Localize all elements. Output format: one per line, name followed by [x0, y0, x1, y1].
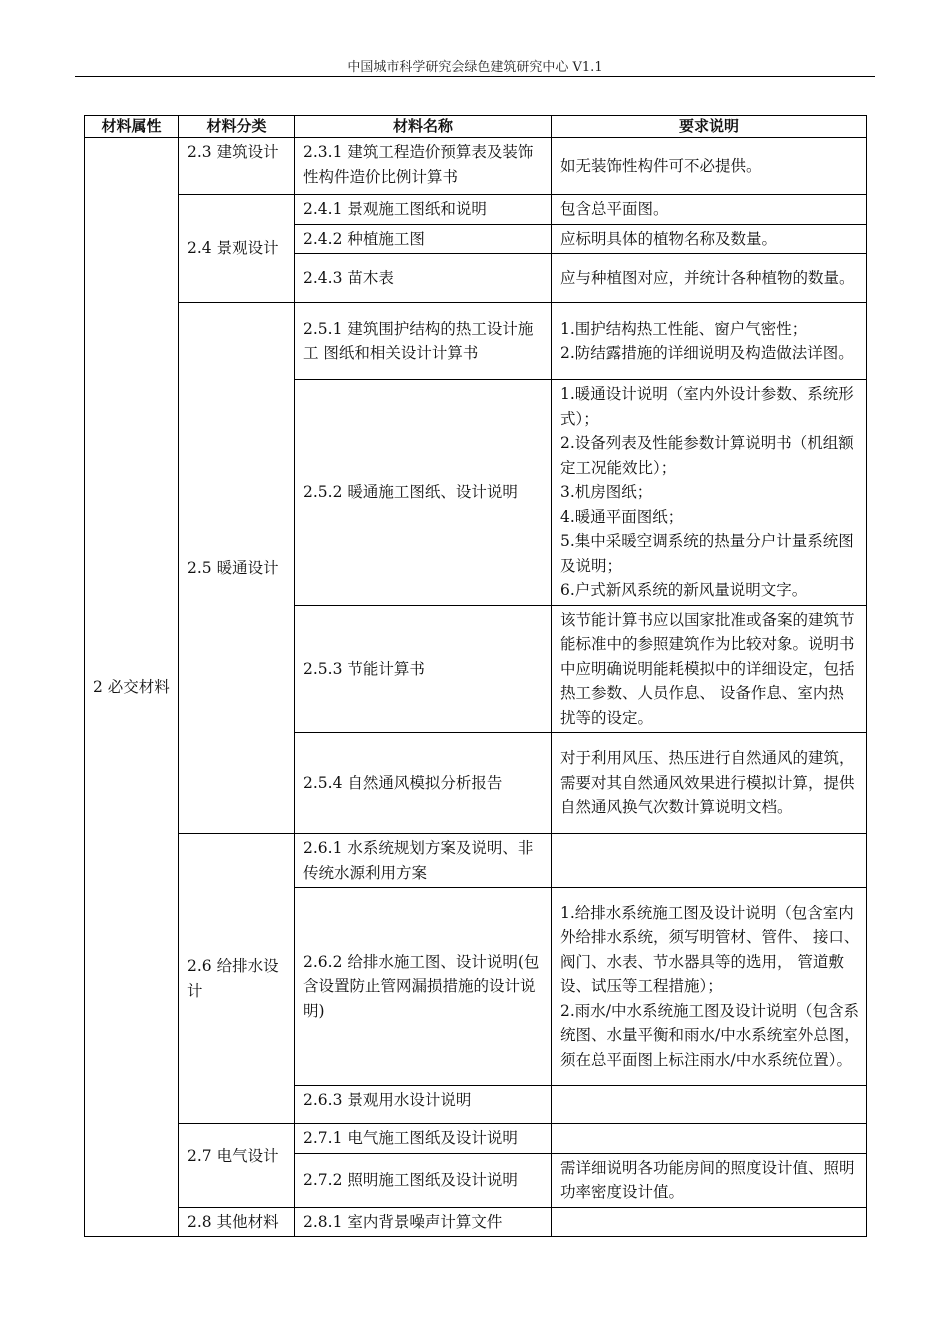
category-cell: 2.5 暖通设计 — [179, 303, 295, 834]
table-header-row — [85, 116, 867, 138]
requirement-cell: 应与种植图对应，并统计各种植物的数量。 — [552, 254, 867, 303]
category-cell: 2.8 其他材料 — [179, 1207, 295, 1237]
requirement-cell: 应标明具体的植物名称及数量。 — [552, 224, 867, 254]
requirement-cell — [552, 834, 867, 888]
col-header-attribute: 材料属性 — [85, 116, 179, 138]
requirement-cell: 需详细说明各功能房间的照度设计值、照明功率密度设计值。 — [552, 1153, 867, 1207]
material-name-cell: 2.4.3 苗木表 — [295, 254, 552, 303]
material-name-cell: 2.7.2 照明施工图纸及设计说明 — [295, 1153, 552, 1207]
material-name-cell: 2.8.1 室内背景噪声计算文件 — [295, 1207, 552, 1237]
category-cell: 2.6 给排水设计 — [179, 834, 295, 1124]
materials-table — [84, 115, 867, 1237]
material-name-cell: 2.7.1 电气施工图纸及设计说明 — [295, 1124, 552, 1154]
requirement-cell: 包含总平面图。 — [552, 195, 867, 225]
material-name-cell: 2.6.2 给排水施工图、设计说明(包含设置防止管网漏损措施的设计说明) — [295, 888, 552, 1086]
requirement-line: 1.围护结构热工性能、窗户气密性； — [560, 319, 808, 338]
requirement-line: 2.设备列表及性能参数计算说明书（机组额定工况能效比）； — [560, 434, 854, 477]
material-name-cell: 2.5.3 节能计算书 — [295, 605, 552, 733]
table-row — [85, 195, 867, 225]
requirement-cell — [552, 1086, 867, 1124]
requirement-line: 2.雨水/中水系统施工图及设计说明（包含系统图、水量平衡和雨水/中水系统室外总图，须在总平面图上标注雨水/中水系统位置）。 — [560, 1001, 860, 1069]
requirement-cell: 该节能计算书应以国家批准或备案的建筑节能标准中的参照建筑作为比较对象。说明书中应明确说明能耗模拟中的详细设定，包括热工参数、人员作息、 设备作息、室内热扰等的设定。 — [552, 605, 867, 733]
requirement-line: 4.暖通平面图纸； — [560, 507, 684, 526]
requirement-line: 1.暖通设计说明（室内外设计参数、系统形式）； — [560, 385, 854, 428]
header-rule — [75, 76, 875, 77]
requirement-line: 1.给排水系统施工图及设计说明（包含室内外给排水系统，须写明管材、管件、 接口、阀门、水表、节水器具等的选用， 管道敷设、试压等工程措施）； — [560, 903, 860, 996]
requirement-cell — [552, 1124, 867, 1154]
category-cell: 2.3 建筑设计 — [179, 138, 295, 195]
requirement-line: 6.户式新风系统的新风量说明文字。 — [560, 581, 808, 599]
table-row — [85, 138, 867, 195]
material-name-cell: 2.5.2 暖通施工图纸、设计说明 — [295, 380, 552, 606]
material-name-cell: 2.5.4 自然通风模拟分析报告 — [295, 733, 552, 834]
page-header: 中国城市科学研究会绿色建筑研究中心 V1.1 — [347, 60, 603, 75]
category-cell: 2.7 电气设计 — [179, 1124, 295, 1208]
table-row — [85, 834, 867, 888]
category-cell: 2.4 景观设计 — [179, 195, 295, 303]
table-row — [85, 1207, 867, 1237]
material-name-cell: 2.3.1 建筑工程造价预算表及装饰性构件造价比例计算书 — [295, 138, 552, 195]
requirement-line: 2.防结露措施的详细说明及构造做法详图。 — [560, 344, 854, 362]
requirement-cell — [552, 888, 867, 1086]
requirement-cell — [552, 303, 867, 380]
requirement-cell — [552, 380, 867, 606]
material-name-cell: 2.4.1 景观施工图纸和说明 — [295, 195, 552, 225]
col-header-category: 材料分类 — [179, 116, 295, 138]
material-name-cell: 2.6.1 水系统规划方案及说明、非传统水源利用方案 — [295, 834, 552, 888]
material-name-cell: 2.5.1 建筑围护结构的热工设计施工 图纸和相关设计计算书 — [295, 303, 552, 380]
col-header-requirement: 要求说明 — [552, 116, 867, 138]
attribute-cell: 2 必交材料 — [85, 138, 179, 1237]
requirement-line: 3.机房图纸； — [560, 483, 653, 501]
requirement-cell: 对于利用风压、热压进行自然通风的建筑，需要对其自然通风效果进行模拟计算，提供自然通风换气次数计算说明文档。 — [552, 733, 867, 834]
table-row — [85, 303, 867, 380]
table-row — [85, 1124, 867, 1154]
requirement-cell: 如无装饰性构件可不必提供。 — [552, 138, 867, 195]
material-name-cell: 2.6.3 景观用水设计说明 — [295, 1086, 552, 1124]
requirement-cell — [552, 1207, 867, 1237]
requirement-line: 5.集中采暖空调系统的热量分户计量系统图及说明； — [560, 532, 854, 575]
material-name-cell: 2.4.2 种植施工图 — [295, 224, 552, 254]
col-header-name: 材料名称 — [295, 116, 552, 138]
